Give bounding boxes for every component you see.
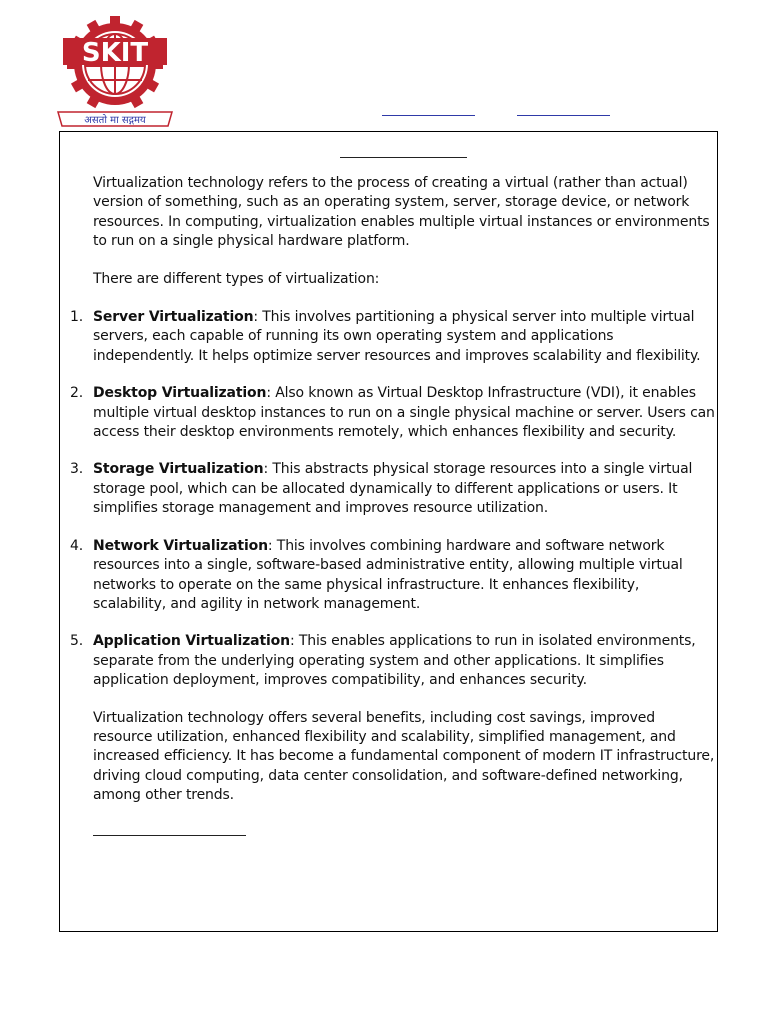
list-item (70, 384, 715, 442)
skit-logo (56, 14, 174, 130)
list-item (70, 308, 715, 366)
types-intro: There are different types of virtualization: (93, 270, 380, 287)
list-number: 2. (70, 385, 84, 402)
motto-banner (58, 112, 172, 126)
description: : This involves combining hardware and software network resources into a single, software-based administrative entity, allowing multiple virtual networks to operate on the same physical infrastructure. It enhances flexibility, scalability, and agility in network management. (93, 537, 683, 612)
term: Network Virtualization (93, 537, 268, 554)
description: : This abstracts physical storage resources into a single virtual storage pool, which can be allocated dynamically to different applications or users. It simplifies storage management and improves resource utilization. (93, 461, 693, 517)
header-field-line-2 (517, 115, 610, 116)
header-field-line-1 (382, 115, 475, 116)
logo-text: SKIT (81, 38, 149, 68)
description: : This involves partitioning a physical server into multiple virtual servers, each capable of running its own operating system and applications independently. It helps optimize server resources and improves scalability and flexibility. (93, 309, 701, 364)
list-number: 3. (70, 461, 84, 478)
document-body (70, 174, 715, 806)
term: Application Virtualization (93, 633, 290, 650)
conclusion-paragraph: Virtualization technology offers several benefits, including cost savings, improved resource utilization, enhanced flexibility and scalability, simplified management, and increased efficiency. It has become a fundamental component of modern IT infrastructure, driving cloud computing, data center consolidation, and software-defined networking, among other trends. (93, 709, 715, 804)
title-underline (340, 157, 467, 158)
list-number: 4. (70, 537, 84, 554)
list-item (70, 460, 715, 518)
term: Server Virtualization (93, 309, 254, 326)
virtualization-types-list (70, 308, 715, 691)
list-number: 5. (70, 633, 84, 650)
list-item (70, 537, 715, 615)
description: : This enables applications to run in isolated environments, separate from the underlying operating system and other applications. It simplifies application deployment, improves compatibility, and enhances security. (93, 633, 696, 689)
intro-paragraph: Virtualization technology refers to the process of creating a virtual (rather than actual) version of something, such as an operating system, server, storage device, or network resources. In computing, virtualization enables multiple virtual instances or environments to run on a single physical hardware platform. (93, 175, 710, 250)
description: : Also known as Virtual Desktop Infrastructure (VDI), it enables multiple virtual desktop instances to run on a single physical machine or server. Users can access their desktop environments remotely, which enhances flexibility and security. (93, 385, 715, 441)
logo-motto: असतो मा सद्गमय (84, 115, 146, 126)
list-number: 1. (70, 309, 84, 326)
term: Desktop Virtualization (93, 385, 267, 402)
signature-line (93, 835, 246, 836)
list-item (70, 632, 715, 690)
term: Storage Virtualization (93, 461, 264, 478)
